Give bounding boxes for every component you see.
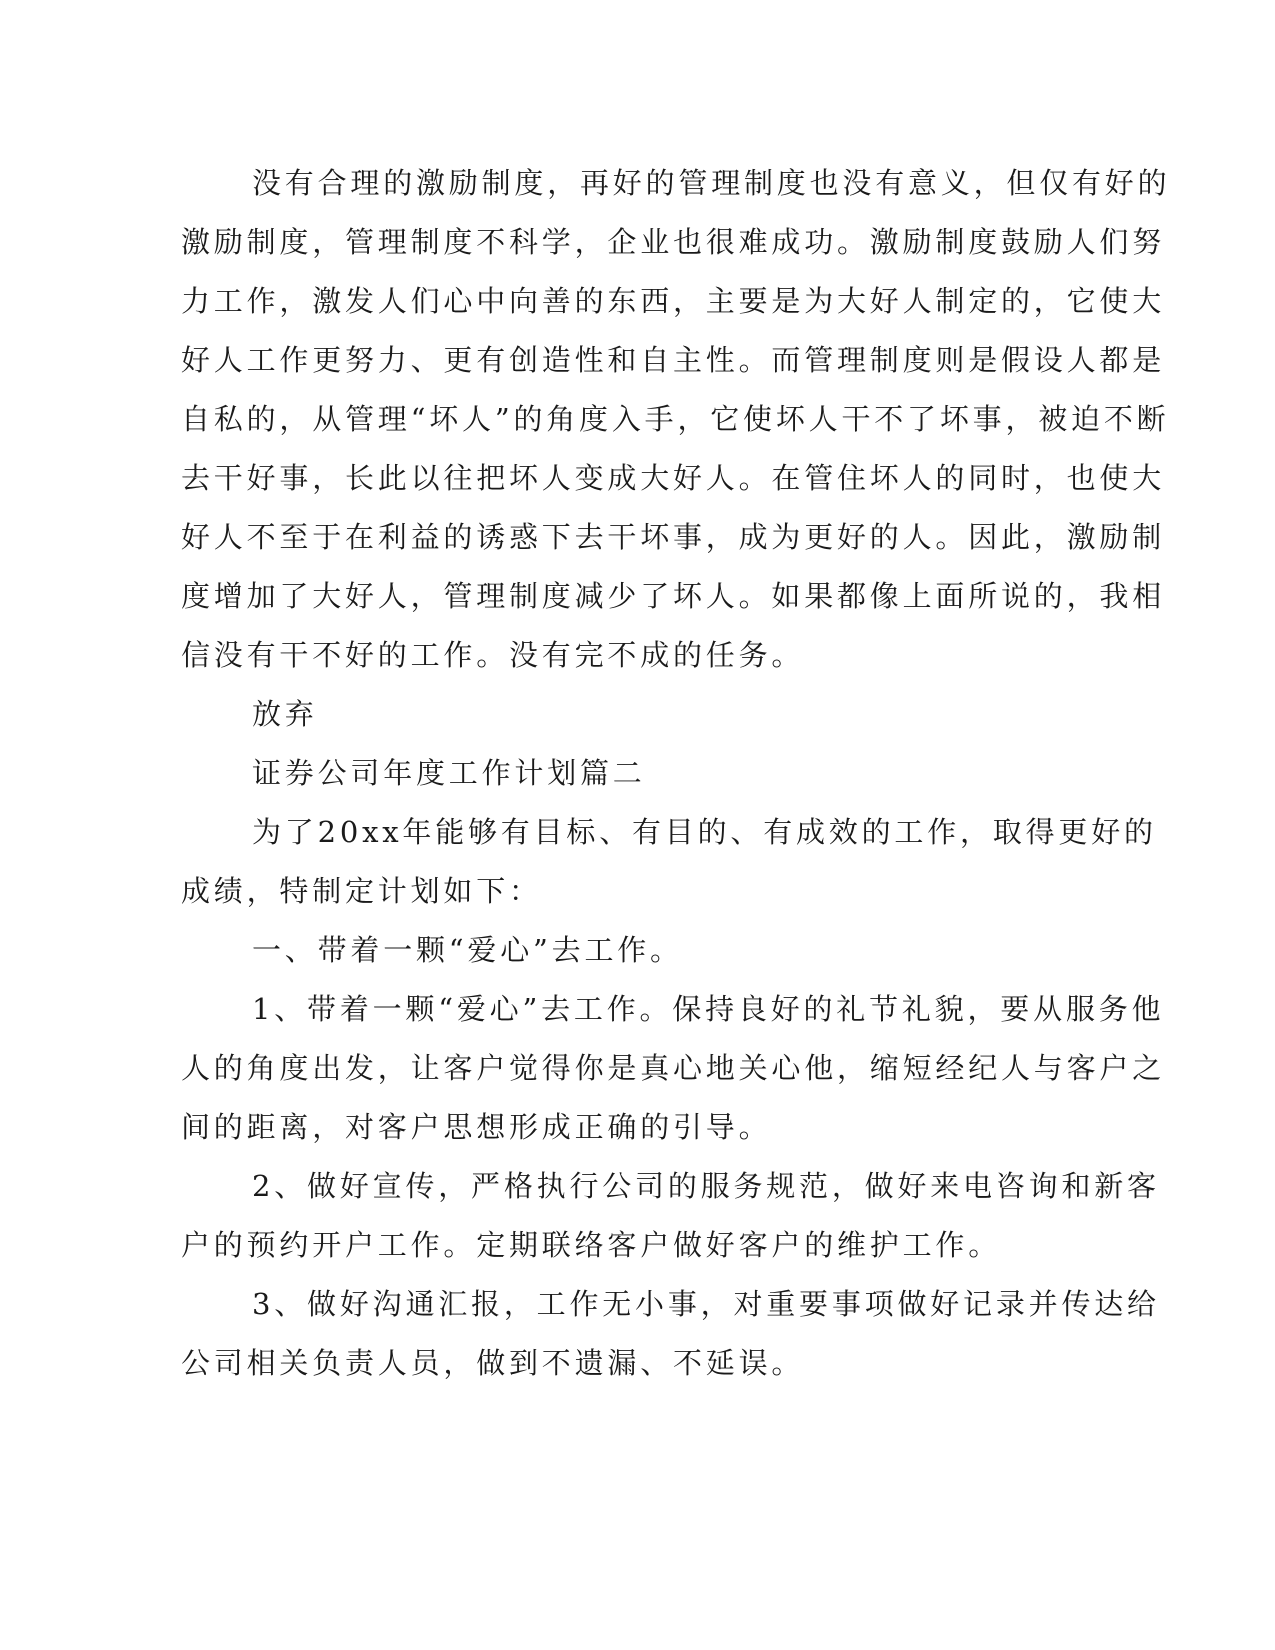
item-2-line-1: 2、做好宣传，严格执行公司的服务规范，做好来电咨询和新客 xyxy=(252,1169,1160,1203)
heading-one: 一、带着一颗“爱心”去工作。 xyxy=(252,933,683,967)
item-1-line-1: 1、带着一颗“爱心”去工作。保持良好的礼节礼貌，要从服务他 xyxy=(252,992,1165,1026)
paragraph-1-line-2: 激励制度，管理制度不科学，企业也很难成功。激励制度鼓励人们努 xyxy=(181,225,1166,259)
section-title: 证券公司年度工作计划篇二 xyxy=(252,756,646,790)
paragraph-1-line-1: 没有合理的激励制度，再好的管理制度也没有意义，但仅有好的 xyxy=(252,166,1171,200)
item-1-line-2: 人的角度出发，让客户觉得你是真心地关心他，缩短经纪人与客户之 xyxy=(181,1051,1166,1085)
paragraph-1-line-3: 力工作，激发人们心中向善的东西，主要是为大好人制定的，它使大 xyxy=(181,284,1166,318)
paragraph-1-line-6: 去干好事，长此以往把坏人变成大好人。在管住坏人的同时，也使大 xyxy=(181,461,1166,495)
item-1-line-3: 间的距离，对客户思想形成正确的引导。 xyxy=(181,1110,772,1144)
intro-paragraph-line-1: 为了20xx年能够有目标、有目的、有成效的工作，取得更好的 xyxy=(252,815,1157,849)
item-3-line-1: 3、做好沟通汇报，工作无小事，对重要事项做好记录并传达给 xyxy=(252,1287,1160,1321)
short-line-abandon: 放弃 xyxy=(252,697,318,731)
paragraph-1-line-5: 自私的，从管理“坏人”的角度入手，它使坏人干不了坏事，被迫不断 xyxy=(181,402,1170,436)
intro-paragraph-line-2: 成绩，特制定计划如下： xyxy=(181,874,542,908)
paragraph-1-line-9: 信没有干不好的工作。没有完不成的任务。 xyxy=(181,638,805,672)
item-2-line-2: 户的预约开户工作。定期联络客户做好客户的维护工作。 xyxy=(181,1228,1002,1262)
paragraph-1-line-7: 好人不至于在利益的诱惑下去干坏事，成为更好的人。因此，激励制 xyxy=(181,520,1166,554)
item-3-line-2: 公司相关负责人员，做到不遗漏、不延误。 xyxy=(181,1346,805,1380)
paragraph-1-line-8: 度增加了大好人，管理制度减少了坏人。如果都像上面所说的，我相 xyxy=(181,579,1166,613)
paragraph-1-line-4: 好人工作更努力、更有创造性和自主性。而管理制度则是假设人都是 xyxy=(181,343,1166,377)
